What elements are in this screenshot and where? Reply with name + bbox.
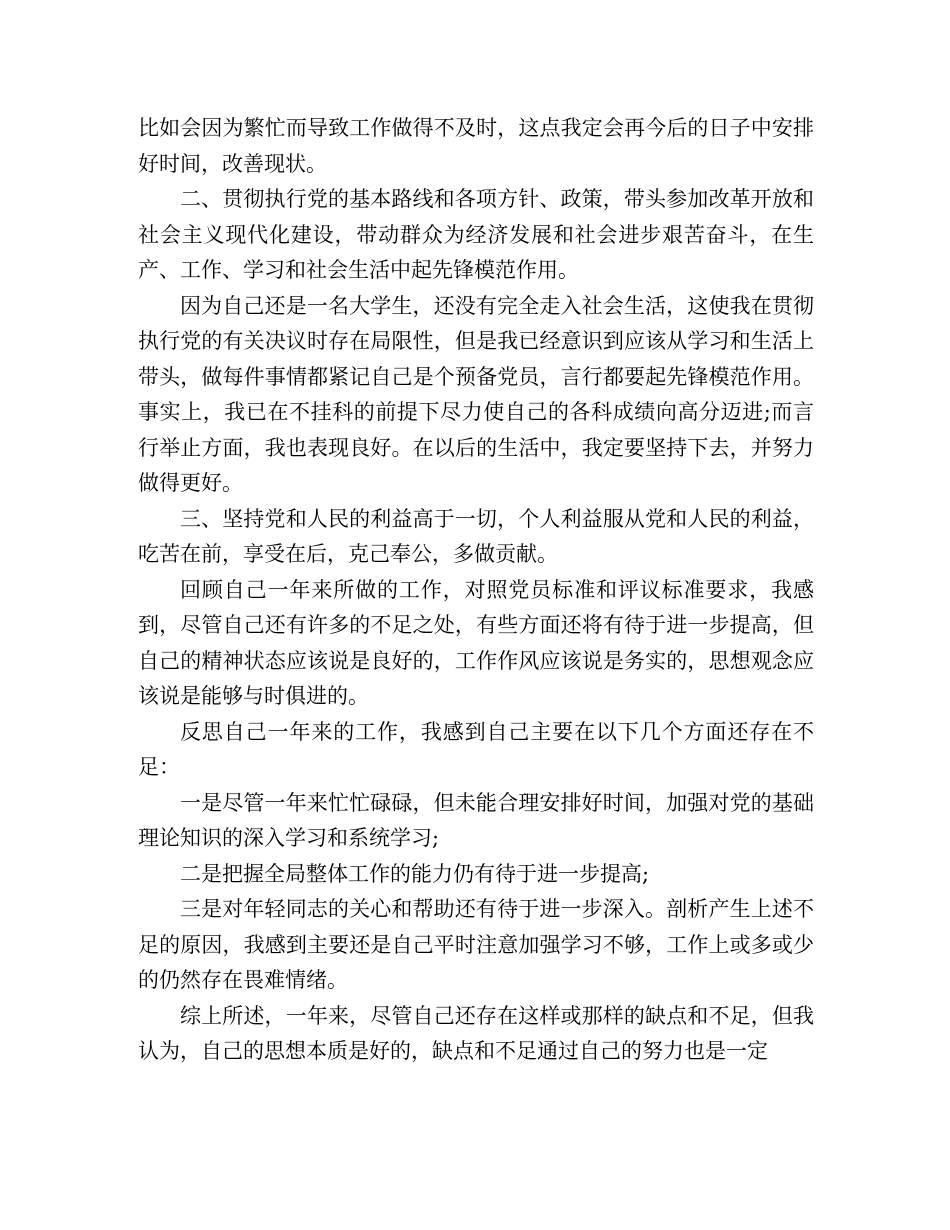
paragraph-3: 因为自己还是一名大学生，还没有完全走入社会生活，这使我在贯彻执行党的有关决议时存在局限性，但是我已经意识到应该从学习和生活上带头，做每件事情都紧记自己是个预备党员，言行都要起先锋模范作用。事实上，我已在不挂科的前提下尽力使自己的各科成绩向高分迈进;而言行举止方面，我也表现良好。在以后的生活中，我定要坚持下去，并努力做得更好。 bbox=[138, 293, 814, 495]
paragraph-7: 一是尽管一年来忙忙碌碌，但未能合理安排好时间，加强对党的基础理论知识的深入学习和系统学习; bbox=[138, 790, 814, 850]
paragraph-6: 反思自己一年来的工作，我感到自己主要在以下几个方面还存在不足： bbox=[138, 719, 814, 779]
paragraph-1: 比如会因为繁忙而导致工作做得不及时，这点我定会再今后的日子中安排好时间，改善现状。 bbox=[138, 116, 814, 176]
paragraph-2: 二、贯彻执行党的基本路线和各项方针、政策，带头参加改革开放和社会主义现代化建设，带动群众为经济发展和社会进步艰苦奋斗，在生产、工作、学习和社会生活中起先锋模范作用。 bbox=[138, 187, 814, 282]
paragraph-8: 二是把握全局整体工作的能力仍有待于进一步提高; bbox=[180, 861, 650, 886]
paragraph-5: 回顾自己一年来所做的工作，对照党员标准和评议标准要求，我感到，尽管自己还有许多的不足之处，有些方面还将有待于进一步提高，但自己的精神状态应该说是良好的，工作作风应该说是务实的，思想观念应该说是能够与时俱进的。 bbox=[138, 577, 814, 708]
document-body bbox=[138, 111, 814, 1070]
paragraph-4: 三、坚持党和人民的利益高于一切，个人利益服从党和人民的利益，吃苦在前，享受在后，克己奉公，多做贡献。 bbox=[138, 506, 814, 566]
paragraph-9: 三是对年轻同志的关心和帮助还有待于进一步深入。剖析产生上述不足的原因，我感到主要还是自己平时注意加强学习不够，工作上或多或少的仍然存在畏难情绪。 bbox=[138, 897, 814, 992]
paragraph-10: 综上所述，一年来，尽管自己还存在这样或那样的缺点和不足，但我认为，自己的思想本质是好的，缺点和不足通过自己的努力也是一定 bbox=[138, 1003, 814, 1063]
